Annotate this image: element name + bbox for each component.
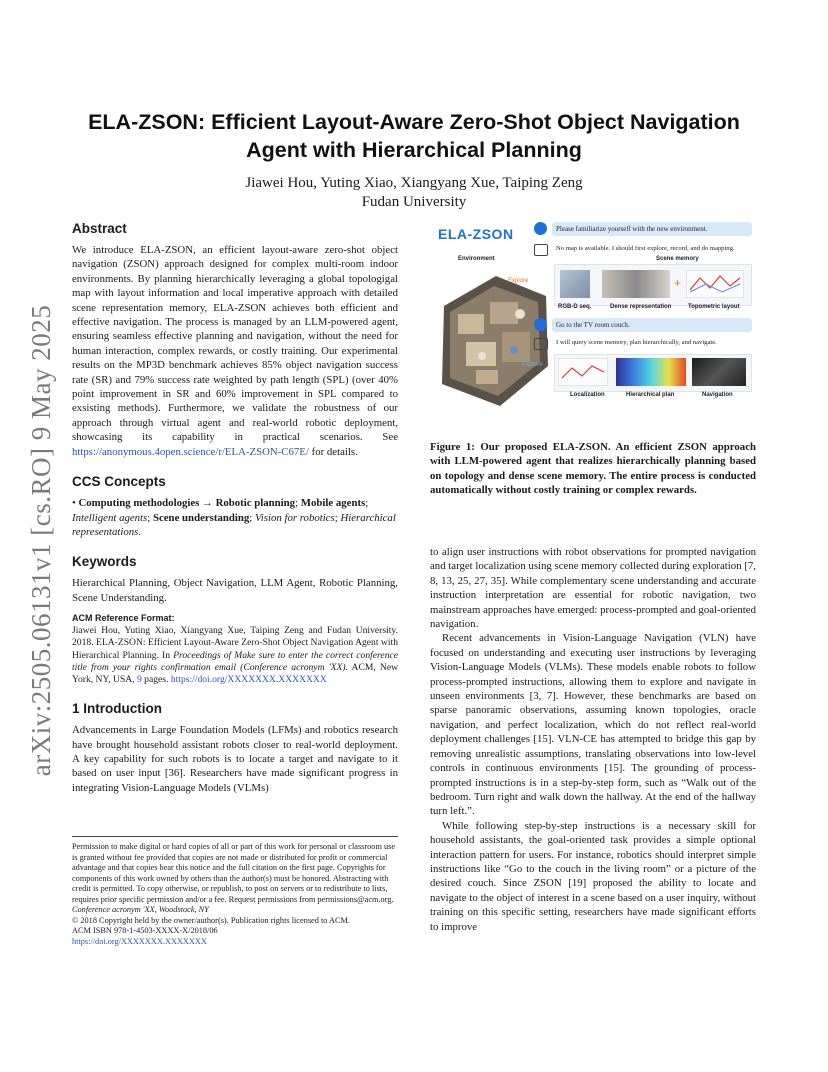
rgbd-label: RGB-D seq. [558, 304, 592, 310]
acm-ref-doi[interactable]: https://doi.org/XXXXXXX.XXXXXXX [170, 673, 327, 685]
permission-text: Permission to make digital or hard copies of all or part of this work for personal or classroom use is granted without fee provided that copies are not made or distributed for profit or commercial advantage and that copies bear this notice and the full citation on the first page. Copyrights for components of this work owned by others than the author(s) must be honored. Abstracting with credit is permitted. To copy otherwise, or republish, to post on servers or to redistribute to lists, requires prior specific permission and/or a fee. Request permissions from permissions@acm.org. [72, 842, 396, 904]
figure-caption: Figure 1: Our proposed ELA-ZSON. An efficient ZSON approach with LLM-powered agent that realizes hierarchically planning based on topology and dense scene memory. The entire process is conducted automatically without costly training or complex rewards. [430, 441, 756, 497]
explore-label-1: Explore [508, 278, 529, 284]
heatmap-thumb [616, 358, 686, 386]
code-link[interactable]: https://anonymous.4open.science/r/ELA-ZSON-C67E/ [72, 445, 309, 458]
user-icon-1 [534, 222, 547, 235]
footnote [72, 836, 398, 947]
ccs-text [72, 496, 398, 539]
arxiv-watermark: arXiv:2505.06131v1 [cs.RO] 9 May 2025 [26, 304, 57, 776]
topo-label: Topometric layout [688, 304, 740, 310]
ccs-c2: Robotic planning [215, 497, 296, 510]
right-paragraph-1: to align user instructions with robot observations for prompted navigation and target localization using scene memory collected during exploration [7, 8, 13, 25, 27, 35]. While complementary scene understanding and accurate instruction interpretation are essential for robotic navigation, two mainstream approaches have emerged: process-prompted and goal-oriented navigation. [430, 546, 756, 631]
authors: Jiawei Hou, Yuting Xiao, Xiangyang Xue, Taiping Zeng [245, 175, 583, 191]
plus-icon: + [674, 276, 682, 290]
bubble-1: Please familiarize yourself with the new environment. [552, 222, 752, 236]
conference-text: Conference acronym 'XX, Woodstock, NY [72, 905, 209, 914]
abstract-body: We introduce ELA-ZSON, an efficient layout-aware zero-shot object navigation (ZSON) approach designed for complex multi-room indoor environments. By planning hierarchically leveraging a global topologigal map with layout information and local imperative approach with detailed scene representation memory, ELA-ZSON achieves both efficient and effective navigation. The process is managed by an LLM-powered agent, ensuring seamless effective planning and navigation, without the need for human interaction, complex rewards, or costly training. Our experimental results on the MP3D benchmark achieves 85% object navigation success rate (SR) and 79% success rate weighted by path length (SPL) (over 40% point improvement in SR and 60% improvement in SPL compared to exsisting methods). Furthermore, we validate the robustness of our approach through virtual agent and real-world robotic deployment, showcasing its capability in practical scenarios. See [72, 244, 398, 444]
explore-label-2: Explore [522, 362, 543, 368]
right-body [430, 545, 756, 934]
acm-ref-1: Jiawei Hou, Yuting Xiao, Xiangyang Xue, Taiping Zeng and Fudan University. 2018. ELA-ZSON: Efficient Layout-Aware Zero-Shot Object Navigation Agent with Hierarchical Planning. In [72, 625, 398, 661]
acm-ref-heading: ACM Reference Format: [72, 613, 175, 624]
loc-label: Localization [570, 392, 605, 398]
robot-icon-2 [534, 338, 548, 350]
ccs-sep: ; [295, 497, 301, 510]
paper-title: ELA-ZSON: Efficient Layout-Aware Zero-Shot Object Navigation Agent with Hierarchical Planning [88, 110, 740, 162]
right-paragraph-2: Recent advancements in Vision-Language Navigation (VLN) have focused on understanding and executing user instructions by leveraging Vision-Language Models (VLMs). These models enable robots to follow process-prompted instructions, allowing them to explore and navigate in unseen environments [3, 7]. However, these benchmarks are based on sparse panoramic observations, assuming known topologies, oracle navigation, and perfect localization, which do not reflect real-world deployment challenges [15]. VLN-CE has attempted to bridge this gap by removing unrealistic assumptions, translating observations into low-level controls in continuous environments [15]. The grounding of process-prompted instructions is in a step-by-step form, such as “Walk out of the bedroom. Turn right and walk down the hallway. At the end of the hallway turn left.”. [430, 632, 756, 818]
ccs-c1: Computing methodologies [78, 497, 200, 510]
acm-ref-text [72, 625, 398, 686]
copyright-line: © 2018 Copyright held by the owner/author(s). Publication rights licensed to ACM. [72, 915, 350, 925]
dense-thumb [602, 270, 670, 298]
acm-ref-3: pages. [141, 673, 171, 685]
ccs-sep: ; [334, 511, 341, 524]
user-icon-2 [534, 318, 547, 331]
abstract-tail: for details. [308, 445, 358, 458]
right-paragraph-3: While following step-by-step instructions is a necessary skill for household assistants, the goal-oriented task provides a simple optional interaction pattern for users. For instance, robotics should interpret simple instructions like “Go to the couch in the living room” or a picture of the desired couch. Since ZSON [19] proposed the ability to locate and navigate to the object of interest in a scene based on a user inquiry, without training on this specific setting, researchers have made significant efforts to improve [430, 819, 756, 933]
abstract-heading: Abstract [72, 221, 127, 236]
intro-text: Advancements in Large Foundation Models (LFMs) and robotics research have brought household assistant robots closer to real-world deployment. A key capability for such robots is to locate a target and navigate to it based on user input [36]. Researchers have made significant progress in integrating Vision-Language Models (VLMs) [72, 724, 398, 794]
navigation-thumb [692, 358, 746, 386]
ccs-sep: ; [249, 511, 255, 524]
topo-thumb [686, 270, 744, 298]
dense-label: Dense representation [610, 304, 672, 310]
ccs-bullet: • [72, 497, 79, 510]
ccs-sep: ; [365, 497, 369, 510]
conference-line [72, 905, 398, 916]
ccs-c12: Hierarchical representations [72, 511, 396, 538]
ccs-heading: CCS Concepts [72, 474, 166, 490]
intro-heading: 1 Introduction [72, 701, 162, 717]
isbn-line: ACM ISBN 978-1-4503-XXXX-X/2018/06 [72, 926, 218, 935]
figure-logo: ELA-ZSON [438, 226, 514, 242]
ccs-end: . [138, 525, 142, 538]
ccs-sep: ; [147, 511, 153, 524]
ccs-c8: Scene understanding [152, 511, 250, 524]
keywords-heading: Keywords [72, 554, 137, 570]
left-column [72, 220, 398, 795]
nav-label: Navigation [702, 392, 733, 398]
env-label: Environment [458, 256, 495, 262]
ccs-c6: Intelligent agents [72, 511, 148, 524]
ccs-c10: Vision for robotics [254, 511, 335, 524]
author-block [60, 174, 768, 212]
figure-1 [430, 220, 756, 406]
abstract-text [72, 243, 398, 459]
acm-ref-italic: Proceedings of Make sure to enter the correct conference title from your rights confirmation email (Conference acronym 'XX). [72, 649, 399, 673]
scene-memory-label: Scene memory [656, 256, 699, 262]
right-column [430, 220, 756, 498]
hplan-label: Hierarchical plan [626, 392, 675, 398]
acm-ref-pages[interactable]: 9 [136, 673, 142, 685]
ccs-c4: Mobile agents [300, 497, 366, 510]
affiliation: Fudan University [361, 194, 467, 210]
footnote-doi-link[interactable]: https://doi.org/XXXXXXX.XXXXXXX [72, 936, 207, 946]
keywords-text: Hierarchical Planning, Object Navigation, LLM Agent, Robotic Planning, Scene Understanding. [72, 577, 398, 604]
footnote-doi [72, 937, 398, 948]
rgbd-thumb [560, 270, 590, 298]
robot-icon-1 [534, 244, 548, 256]
acm-ref-2: ACM, New York, NY, USA, [72, 661, 399, 685]
ccs-arrow: → [199, 497, 216, 510]
bubble-2: No map is available. I should first explore, record, and do mapping. [556, 245, 735, 252]
bubble-3: Go to the TV room couch. [552, 318, 752, 332]
localization-thumb [558, 358, 608, 386]
bubble-4: I will query scene memory, plan hierarchically, and navigate. [556, 339, 717, 346]
